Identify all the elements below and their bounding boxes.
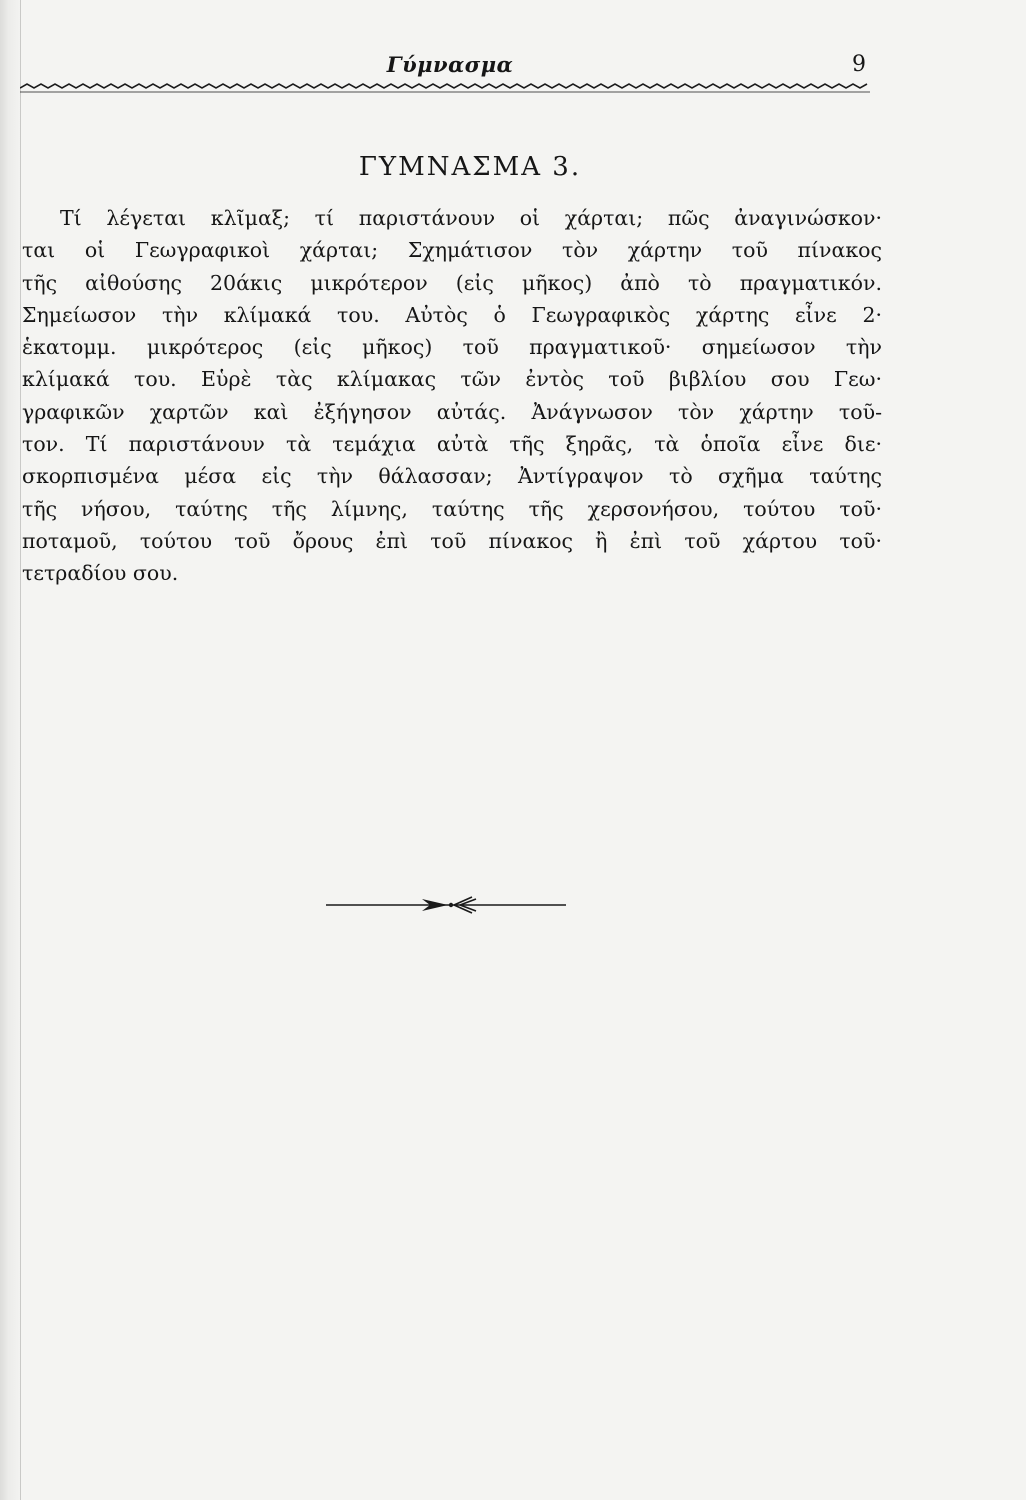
body-line: ποταμοῦ, τούτου τοῦ ὄρους ἐπὶ τοῦ πίνακος ἢ ἐπὶ τοῦ χάρτου τοῦ·	[22, 528, 882, 553]
wavy-rule-icon	[20, 80, 870, 102]
exercise-body	[22, 202, 882, 590]
body-line: Τί λέγεται κλῖμαξ; τί παριστάνουν οἱ χάρται; πῶς ἀναγινώσκον·	[60, 206, 882, 230]
exercise-heading: ΓΥΜΝΑΣΜΑ 3.	[358, 152, 582, 182]
body-line: Σημείωσον τὴν κλίμακά του. Αὐτὸς ὁ Γεωγραφικὸς χάρτης εἶνε 2·	[22, 302, 882, 327]
page-gutter	[0, 0, 22, 1500]
binding-edge	[20, 0, 21, 1500]
body-line: τῆς αἰθούσης 20άκις μικρότερον (εἰς μῆκος) ἀπὸ τὸ πραγματικόν.	[22, 270, 882, 295]
body-line: σκορπισμένα μέσα εἰς τὴν θάλασσαν; Ἀντίγραψον τὸ σχῆμα ταύτης	[22, 464, 882, 489]
body-line: κλίμακά του. Εὑρὲ τὰς κλίμακας τῶν ἐντὸς τοῦ βιβλίου σου Γεω·	[22, 367, 882, 392]
body-line: γραφικῶν χαρτῶν καὶ ἐξήγησον αὐτάς. Ἀνάγνωσον τὸν χάρτην τοῦ-	[22, 399, 882, 424]
running-title: Γύμνασμα	[386, 52, 514, 77]
body-line: ται οἱ Γεωγραφικοὶ χάρται; Σχημάτισον τὸν χάρτην τοῦ πίνακος	[22, 238, 882, 263]
body-line: τετραδίου σου.	[22, 561, 179, 586]
page-number: 9	[852, 52, 866, 77]
arrow-ornament-icon	[326, 890, 566, 920]
body-line: ἑκατομμ. μικρότερος (εἰς μῆκος) τοῦ πραγματικοῦ· σημείωσον τὴν	[22, 335, 882, 360]
body-line: τῆς νήσου, ταύτης τῆς λίμνης, ταύτης τῆς χερσονήσου, τούτου τοῦ·	[22, 496, 882, 521]
body-line: τον. Τί παριστάνουν τὰ τεμάχια αὐτὰ τῆς ξηρᾶς, τὰ ὁποῖα εἶνε διε·	[22, 432, 882, 457]
